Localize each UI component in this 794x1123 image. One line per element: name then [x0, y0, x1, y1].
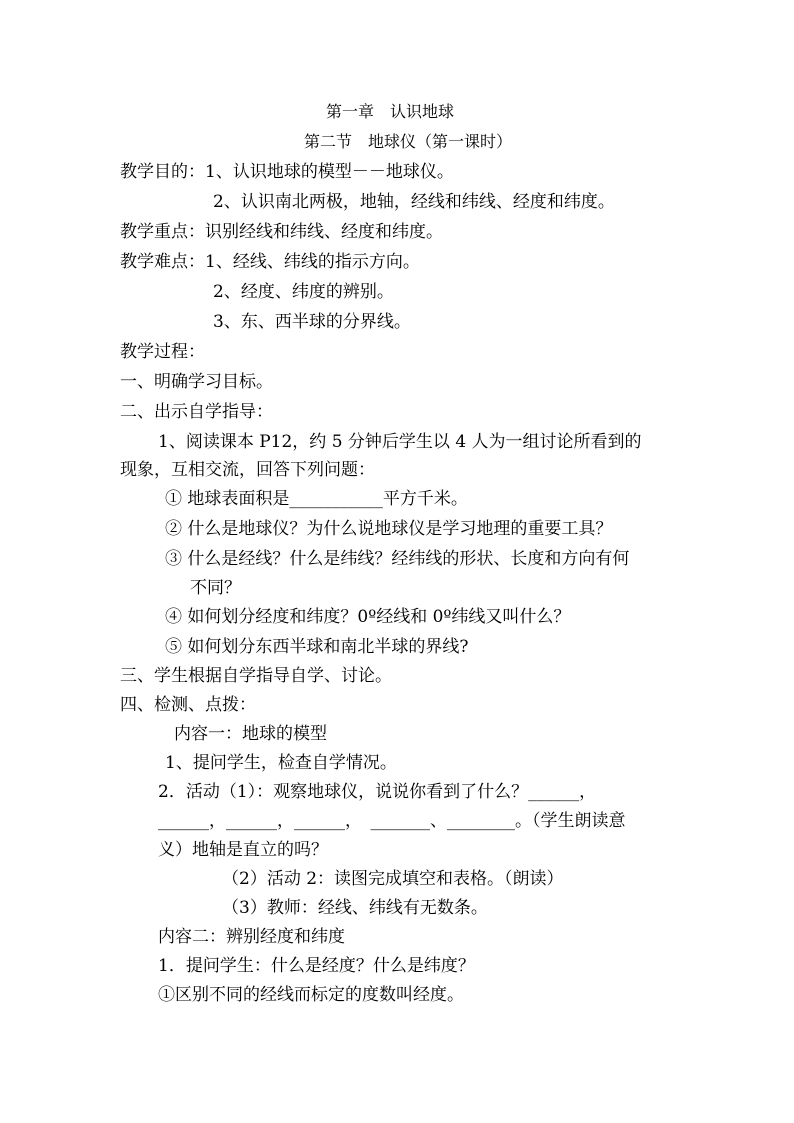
teaching-goal-2: 2、认识南北两极，地轴，经线和纬线、经度和纬度。: [213, 192, 615, 212]
step-3: 三、学生根据自学指导自学、讨论。: [120, 666, 392, 686]
content-1-heading: 内容一：地球的模型: [174, 724, 327, 744]
teaching-difficulty-3: 3、东、西半球的分界线。: [213, 312, 411, 332]
reading-instruction-1: 1、阅读课本 P12，约 5 分钟后学生以 4 人为一组讨论所看到的: [158, 432, 642, 452]
content-2-heading: 内容二：辨别经度和纬度: [158, 927, 345, 947]
content-2-item-1: 1．提问学生：什么是经度？什么是纬度？: [158, 956, 475, 976]
content-1-item-2: 2．活动（1）：观察地球仪，说说你看到了什么？______，: [158, 782, 597, 802]
question-5: ⑤ 如何划分东西半球和南北半球的界线?: [165, 637, 469, 657]
content-1-item-2-cont: ______，______，______， _______、________。（学生朗读意: [158, 811, 626, 831]
content-1-item-4: （3）教师：经线、纬线有无数条。: [222, 898, 488, 918]
teaching-key-points: 教学重点：识别经线和纬线、经度和纬度。: [120, 222, 443, 242]
question-4: ④ 如何划分经度和纬度？0º经线和 0º纬线又叫什么？: [165, 607, 571, 627]
content-1-item-3: （2）活动 2：读图完成填空和表格。（朗读）: [222, 869, 564, 889]
teaching-goal-1: 教学目的：1、认识地球的模型－－地球仪。: [120, 162, 454, 182]
step-2: 二、出示自学指导：: [120, 402, 273, 422]
reading-instruction-2: 现象，互相交流，回答下列问题：: [120, 460, 375, 480]
content-1-item-1: 1、提问学生，检查自学情况。: [165, 753, 397, 773]
teaching-difficulty-2: 2、经度、纬度的辨别。: [213, 282, 394, 302]
step-4: 四、检测、点拨：: [120, 695, 256, 715]
question-1: ① 地球表面积是___________平方千米。: [165, 489, 468, 509]
content-2-item-2: ①区别不同的经线而标定的度数叫经度。: [158, 985, 464, 1005]
process-heading: 教学过程：: [120, 342, 205, 362]
content-1-item-2-end: 义）地轴是直立的吗？: [158, 840, 328, 860]
section-title: 第二节 地球仪（第一课时）: [304, 132, 513, 151]
question-3-cont: 不同？: [190, 578, 241, 598]
teaching-difficulty-1: 教学难点：1、经线、纬线的指示方向。: [120, 252, 420, 272]
question-3: ③ 什么是经线？什么是纬线？经纬线的形状、长度和方向有何: [165, 549, 630, 569]
question-2: ② 什么是地球仪？为什么说地球仪是学习地理的重要工具？: [165, 519, 613, 539]
step-1: 一、明确学习目标。: [120, 372, 273, 392]
chapter-title: 第一章 认识地球: [326, 102, 455, 121]
